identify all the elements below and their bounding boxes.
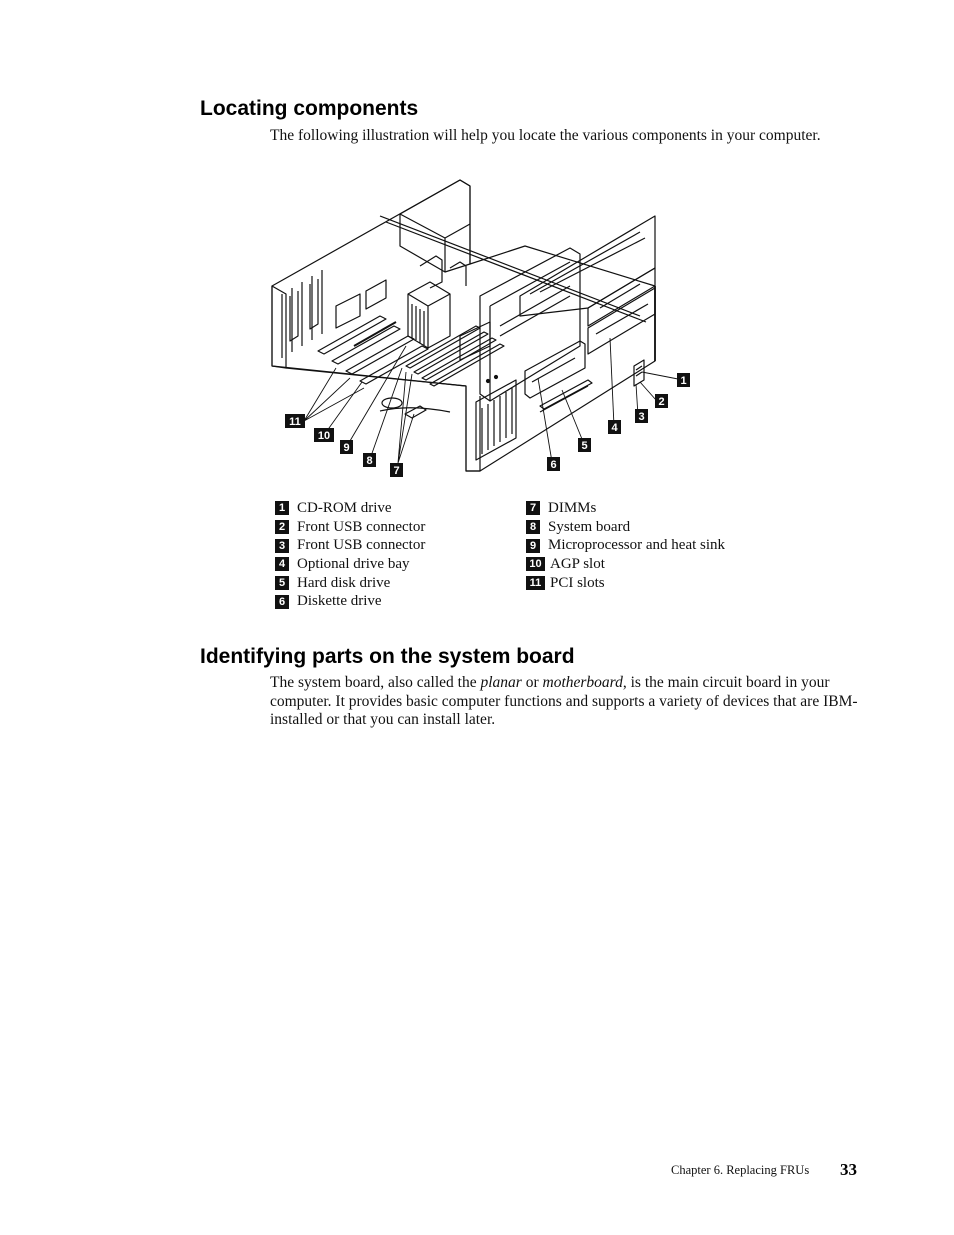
legend-label: Optional drive bay bbox=[297, 556, 410, 573]
footer-chapter: Chapter 6. Replacing FRUs bbox=[671, 1163, 810, 1177]
legend-number: 3 bbox=[275, 539, 289, 553]
paragraph-text: The system board, also called the bbox=[270, 674, 481, 691]
term-motherboard: motherboard bbox=[542, 674, 623, 691]
page-number: 33 bbox=[840, 1160, 857, 1179]
legend-number: 2 bbox=[275, 520, 289, 534]
legend-item bbox=[275, 574, 425, 593]
callout-9 bbox=[340, 440, 353, 454]
section-title-identifying-parts: Identifying parts on the system board bbox=[200, 645, 575, 668]
legend-label: Microprocessor and heat sink bbox=[548, 537, 726, 554]
legend-item bbox=[526, 555, 725, 574]
callout-7 bbox=[390, 463, 403, 477]
legend-item bbox=[526, 518, 725, 537]
callout-3 bbox=[635, 409, 648, 423]
paragraph-text: or bbox=[521, 674, 543, 691]
legend-item bbox=[526, 536, 725, 555]
legend-label: System board bbox=[548, 518, 631, 535]
system-board-paragraph bbox=[270, 674, 860, 730]
legend-label: Front USB connector bbox=[297, 518, 426, 535]
legend-number: 5 bbox=[275, 576, 289, 590]
legend-number: 11 bbox=[526, 576, 545, 590]
callout-10 bbox=[314, 428, 334, 442]
section-title-locating-components: Locating components bbox=[200, 97, 419, 120]
callout-2 bbox=[655, 394, 668, 408]
svg-text:8: 8 bbox=[366, 455, 373, 467]
callout-8 bbox=[363, 453, 376, 467]
svg-text:11: 11 bbox=[289, 416, 301, 428]
legend-label: Front USB connector bbox=[297, 537, 426, 554]
legend-number: 9 bbox=[526, 539, 540, 553]
legend-label: CD-ROM drive bbox=[297, 500, 392, 516]
callout-11 bbox=[285, 414, 305, 428]
legend-label: AGP slot bbox=[550, 556, 605, 573]
legend-number: 8 bbox=[526, 520, 540, 534]
legend-left-column bbox=[275, 499, 425, 611]
legend-item bbox=[275, 518, 425, 537]
legend-number: 6 bbox=[275, 595, 289, 609]
term-planar: planar bbox=[480, 674, 522, 691]
legend-item bbox=[275, 536, 425, 555]
svg-text:2: 2 bbox=[658, 396, 665, 408]
svg-text:3: 3 bbox=[638, 411, 645, 423]
svg-text:4: 4 bbox=[611, 422, 618, 434]
legend-item bbox=[275, 499, 425, 518]
svg-text:7: 7 bbox=[393, 465, 400, 477]
svg-text:5: 5 bbox=[581, 440, 588, 452]
svg-text:9: 9 bbox=[343, 442, 350, 454]
computer-components-illustration bbox=[270, 176, 706, 482]
intro-paragraph: The following illustration will help you locate the various components in your computer. bbox=[270, 127, 821, 144]
legend-item bbox=[526, 574, 725, 593]
legend-number: 10 bbox=[526, 557, 545, 571]
legend-label: PCI slots bbox=[550, 574, 605, 591]
legend-label: DIMMs bbox=[548, 500, 597, 516]
svg-text:10: 10 bbox=[317, 430, 331, 442]
callout-5 bbox=[578, 438, 591, 452]
svg-text:6: 6 bbox=[550, 459, 557, 471]
legend-label: Diskette drive bbox=[297, 593, 382, 610]
legend-right-column bbox=[526, 499, 725, 592]
legend-label: Hard disk drive bbox=[297, 574, 391, 591]
callout-4 bbox=[608, 420, 621, 434]
callout-1 bbox=[677, 373, 690, 387]
legend-item bbox=[275, 592, 425, 611]
svg-text:1: 1 bbox=[680, 375, 687, 387]
legend-item bbox=[526, 499, 725, 518]
callout-6 bbox=[547, 457, 560, 471]
legend-number: 1 bbox=[275, 501, 289, 515]
legend-number: 7 bbox=[526, 501, 540, 515]
paragraph-text: , is the main circuit board in your computer. It provides basic computer functions and supports a variety of devices that are IBM-installed or that you can install later. bbox=[270, 674, 858, 728]
legend-number: 4 bbox=[275, 557, 289, 571]
legend-item bbox=[275, 555, 425, 574]
